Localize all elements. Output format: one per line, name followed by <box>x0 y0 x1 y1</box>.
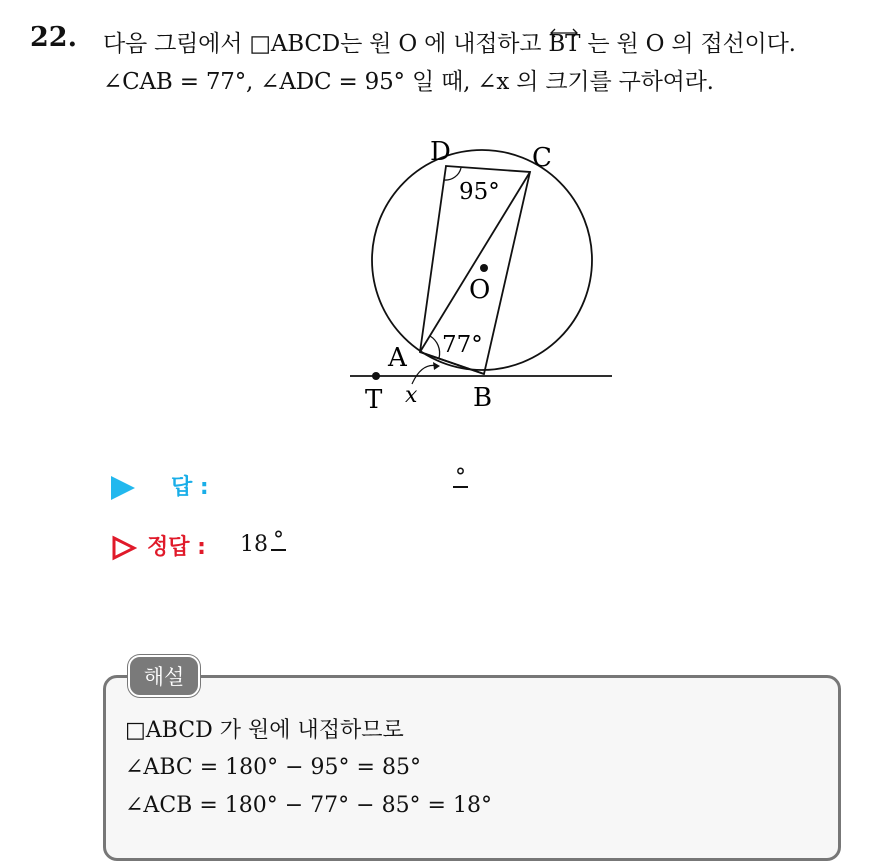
line-bt-notation <box>548 31 580 57</box>
label-a: A <box>388 343 407 373</box>
question-text-part-2: 는 원 O 에 내접하고 <box>340 31 549 57</box>
label-angle-x: x <box>405 383 418 408</box>
arrowhead <box>433 362 440 370</box>
correct-answer-unit: ° <box>273 528 284 553</box>
question-text-part-1: 다음 그림에서 <box>103 31 250 57</box>
label-o: O <box>469 275 491 305</box>
label-d: D <box>430 137 451 167</box>
point-t <box>372 372 380 380</box>
question-text-part-3: 는 원 O 의 접선이다. <box>580 31 796 57</box>
solution-line-2: ∠ABC = 180° − 95° = 85° <box>125 755 421 780</box>
question-line-1 <box>103 25 796 58</box>
outline-triangle-icon <box>111 535 137 560</box>
answer-label: 답 : <box>171 475 209 500</box>
correct-answer-label: 정답 : <box>147 535 206 560</box>
filled-triangle-icon <box>111 476 135 500</box>
correct-answer-value: 18 <box>240 532 268 557</box>
label-t: T <box>365 385 383 415</box>
correct-answer-row <box>111 530 206 561</box>
label-b: B <box>473 383 493 413</box>
label-c: C <box>532 143 552 173</box>
quadrilateral-symbol: □ABCD <box>249 31 341 57</box>
solution-tag: 해설 <box>128 655 200 697</box>
solution-line-1: □ABCD 가 원에 내접하므로 <box>125 718 404 743</box>
label-angle-95: 95° <box>459 179 500 205</box>
question-number: 22. <box>30 22 77 53</box>
center-point-o <box>480 264 488 272</box>
geometry-figure <box>340 128 620 418</box>
answer-row <box>111 470 209 501</box>
line-bt-label: BT <box>548 31 581 57</box>
solution-line-3: ∠ACB = 180° − 77° − 85° = 18° <box>125 793 492 818</box>
double-arrow-icon <box>549 28 579 38</box>
label-angle-77: 77° <box>442 332 483 358</box>
angle-arc-a <box>430 336 440 358</box>
question-line-2: ∠CAB = 77°, ∠ADC = 95° 일 때, ∠x 의 크기를 구하여라. <box>103 69 714 95</box>
answer-input-blank[interactable]: ° <box>455 465 466 490</box>
